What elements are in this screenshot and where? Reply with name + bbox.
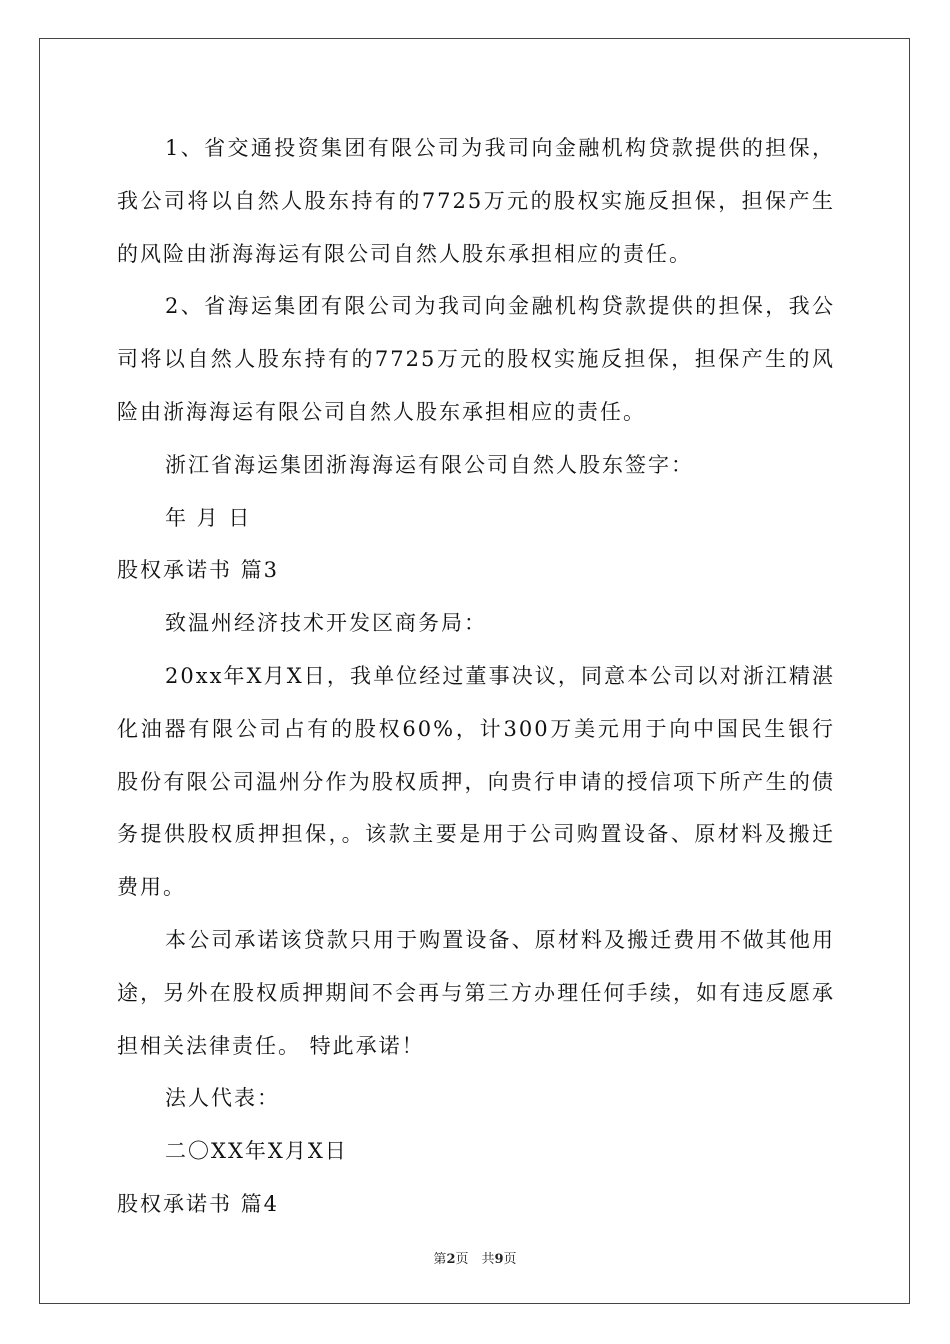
section-heading-3: 股权承诺书 篇3 bbox=[117, 558, 280, 583]
date-line: 年 月 日 bbox=[165, 505, 252, 530]
page-suffix: 页 bbox=[503, 1252, 517, 1267]
paragraph-guarantee-2: 2、省海运集团有限公司为我司向金融机构贷款提供的担保，我公司将以自然人股东持有的7725万元的股权实施反担保，担保产生的风险由浙海海运有限公司自然人股东承担相应的责任。 bbox=[117, 294, 835, 424]
paragraph-guarantee-1: 1、省交通投资集团有限公司为我司向金融机构贷款提供的担保，我公司将以自然人股东持有的7725万元的股权实施反担保，担保产生的风险由浙海海运有限公司自然人股东承担相应的责任。 bbox=[117, 136, 835, 266]
document-body bbox=[117, 122, 835, 1231]
page-mid: 页 共 bbox=[455, 1252, 495, 1267]
total-page-number: 9 bbox=[494, 1252, 504, 1267]
current-page-number: 2 bbox=[446, 1252, 456, 1267]
page-prefix: 第 bbox=[433, 1252, 447, 1267]
section-heading-4: 股权承诺书 篇4 bbox=[117, 1191, 280, 1216]
page-footer bbox=[0, 1248, 950, 1267]
addressee-line: 致温州经济技术开发区商务局： bbox=[165, 611, 487, 636]
signature-line: 浙江省海运集团浙海海运有限公司自然人股东签字： bbox=[165, 452, 694, 477]
paragraph-resolution: 20xx年X月X日，我单位经过董事决议，同意本公司以对浙江精湛化油器有限公司占有的股权60%，计300万美元用于向中国民生银行股份有限公司温州分作为股权质押，向贵行申请的授信项下所产生的债务提供股权质押担保，。该款主要是用于公司购置设备、原材料及搬迁费用。 bbox=[117, 663, 835, 900]
paragraph-commitment: 本公司承诺该贷款只用于购置设备、原材料及搬迁费用不做其他用途，另外在股权质押期间不会再与第三方办理任何手续，如有违反愿承担相关法律责任。 特此承诺！ bbox=[117, 927, 835, 1058]
legal-representative-line: 法人代表： bbox=[165, 1086, 280, 1111]
date-line-2: 二〇XX年X月X日 bbox=[165, 1139, 348, 1164]
